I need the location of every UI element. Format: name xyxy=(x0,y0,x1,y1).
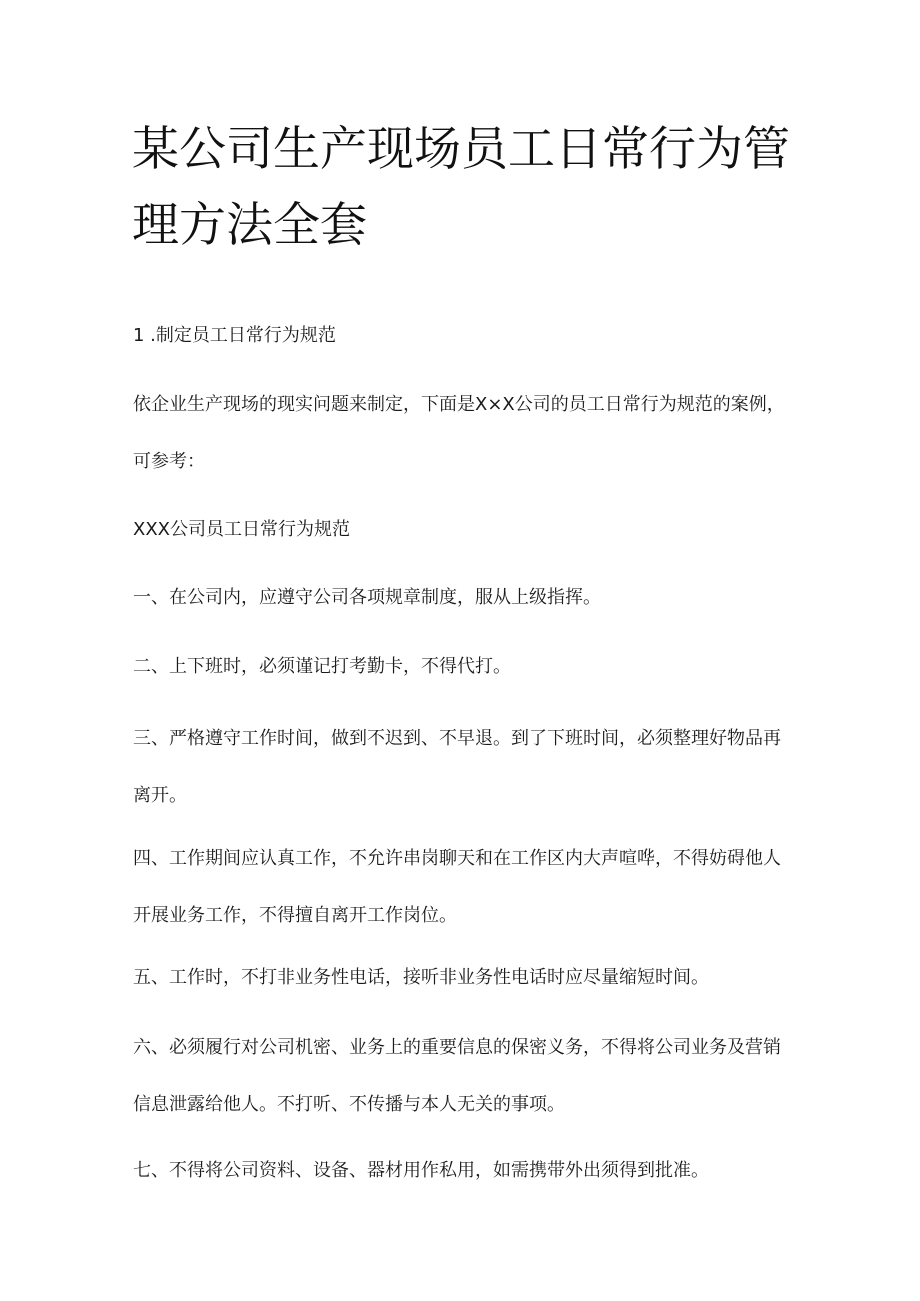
rule-item: 一、在公司内，应遵守公司各项规章制度，服从上级指挥。 xyxy=(133,587,601,608)
rules-subheading: XXX公司员工日常行为规范 xyxy=(133,519,350,540)
document-title: 某公司生产现场员工日常行为管理方法全套 xyxy=(132,122,790,253)
rule-item: 三、严格遵守工作时间，做到不迟到、不早退。到了下班时间，必须整理好物品再离开。 xyxy=(133,728,781,806)
section-heading: 1 .制定员工日常行为规范 xyxy=(133,325,336,346)
rule-item: 五、工作时，不打非业务性电话，接听非业务性电话时应尽量缩短时间。 xyxy=(133,967,709,988)
rule-item: 六、必须履行对公司机密、业务上的重要信息的保密义务，不得将公司业务及营销信息泄露给他人。不打听、不传播与本人无关的事项。 xyxy=(133,1037,781,1115)
rule-item: 二、上下班时，必须谨记打考勤卡，不得代打。 xyxy=(133,656,511,677)
rule-item: 七、不得将公司资料、设备、器材用作私用，如需携带外出须得到批准。 xyxy=(133,1160,709,1181)
rule-item: 四、工作期间应认真工作，不允许串岗聊天和在工作区内大声喧哗，不得妨碍他人开展业务工作，不得擅自离开工作岗位。 xyxy=(133,848,781,926)
intro-paragraph: 依企业生产现场的现实问题来制定，下面是X×X公司的员工日常行为规范的案例，可参考： xyxy=(133,394,785,472)
